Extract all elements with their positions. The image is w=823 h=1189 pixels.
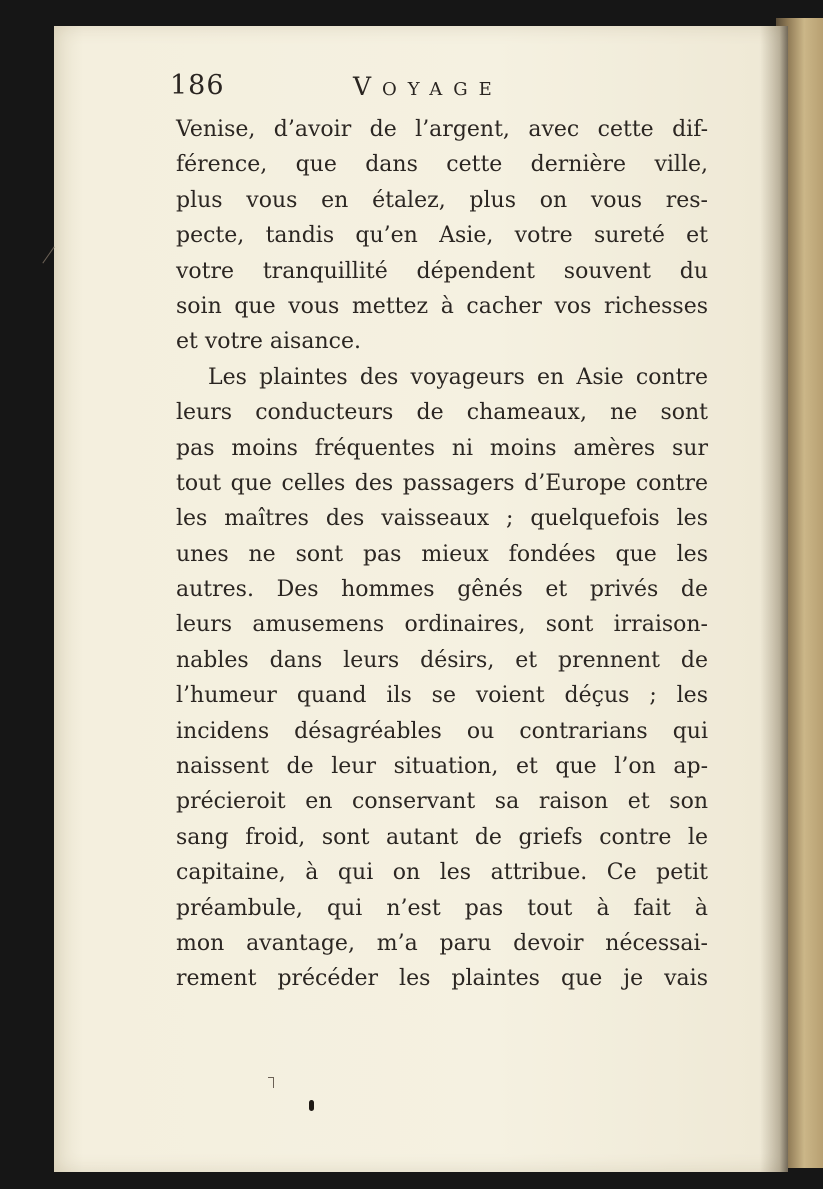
paragraph-1 xyxy=(176,112,708,360)
text-line: Venise, d’avoir de l’argent, avec cette dif- xyxy=(176,117,708,142)
text-line: préambule, qui n’est pas tout à fait à xyxy=(176,895,708,921)
page-header xyxy=(170,70,710,110)
text-line: unes ne sont pas mieux fondées que les xyxy=(176,541,708,567)
text-line: rement précéder les plaintes que je vais xyxy=(176,966,708,992)
body-text xyxy=(176,112,708,997)
text-line: pecte, tandis qu’en Asie, votre sureté et xyxy=(176,223,708,249)
text-line: votre tranquillité dépendent souvent du xyxy=(176,258,708,284)
stray-mark xyxy=(42,247,54,264)
text-line: incidens désagréables ou contrarians qui xyxy=(176,718,708,744)
text-line: l’humeur quand ils se voient déçus ; les xyxy=(176,683,708,709)
text-line: et votre aisance. xyxy=(176,329,361,355)
text-line: sang froid, sont autant de griefs contre le xyxy=(176,824,708,850)
gutter-shadow xyxy=(760,26,788,1172)
text-line: précieroit en conservant sa raison et son xyxy=(176,789,708,815)
text-line: soin que vous mettez à cacher vos richesses xyxy=(176,293,708,319)
text-line: autres. Des hommes gênés et privés de xyxy=(176,577,708,603)
text-line: plus vous en étalez, plus on vous res- xyxy=(176,187,708,213)
text-line: tout que celles des passagers d’Europe contre xyxy=(176,470,708,496)
paragraph-2 xyxy=(176,360,708,997)
text-line: férence, que dans cette dernière ville, xyxy=(176,152,708,178)
text-line: Les plaintes des voyageurs en Asie contre xyxy=(208,364,708,390)
text-line: leurs conducteurs de chameaux, ne sont xyxy=(176,400,708,426)
text-line: les maîtres des vaisseaux ; quelquefois les xyxy=(176,506,708,532)
text-line: mon avantage, m’a paru devoir nécessai- xyxy=(176,930,708,956)
page-number: 186 xyxy=(170,70,225,101)
text-line: nables dans leurs désirs, et prennent de xyxy=(176,647,708,673)
stray-mark xyxy=(268,1077,274,1088)
running-head: Voyage xyxy=(353,72,503,101)
text-line: pas moins fréquentes ni moins amères sur xyxy=(176,435,708,461)
text-line: capitaine, à qui on les attribue. Ce petit xyxy=(176,860,708,886)
text-line: leurs amusemens ordinaires, sont irraison- xyxy=(176,612,708,638)
ink-spot xyxy=(309,1100,314,1111)
text-line: naissent de leur situation, et que l’on ap- xyxy=(176,754,708,780)
